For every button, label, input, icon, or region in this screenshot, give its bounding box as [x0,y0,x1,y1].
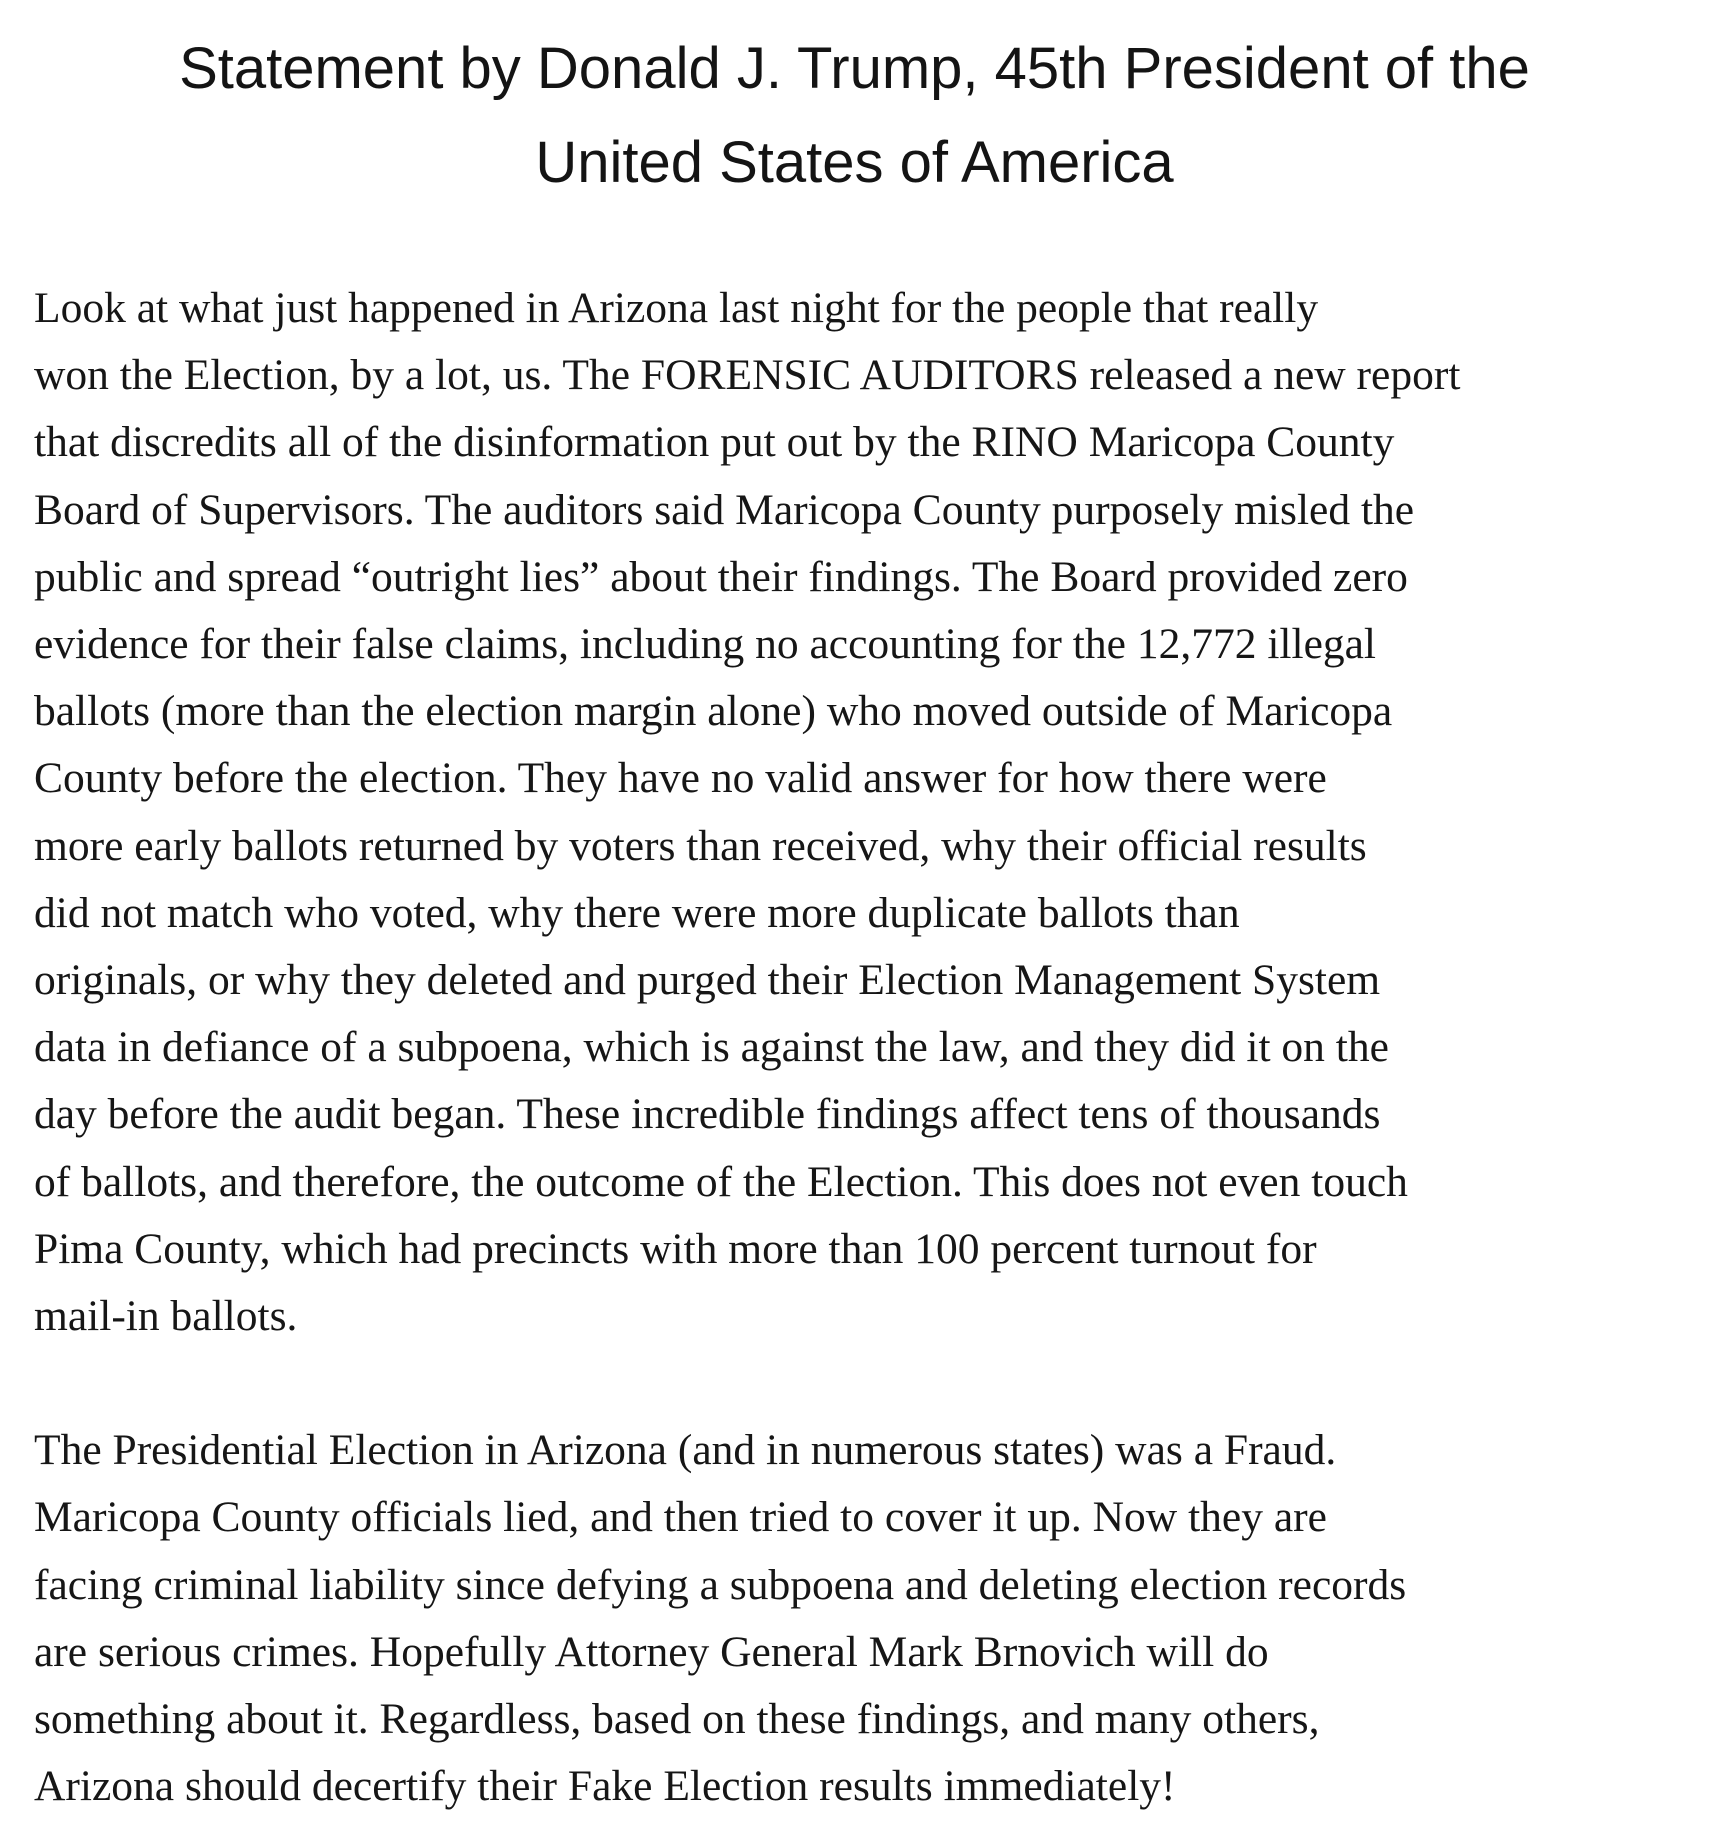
statement-body [34,275,1684,1820]
paragraph-1: Look at what just happened in Arizona last night for the people that really won the Election, by a lot, us. The FORENSIC AUDITORS released a new report that discredits all of the disinformation put out by the RINO Maricopa County Board of Supervisors. The auditors said Maricopa County purposely misled the public and spread “outright lies” about their findings. The Board provided zero evidence for their false claims, including no accounting for the 12,772 illegal ballots (more than the election margin alone) who moved outside of Maricopa County before the election. They have no valid answer for how there were more early ballots returned by voters than received, why their official results did not match who voted, why there were more duplicate ballots than originals, or why they deleted and purged their Election Management System data in defiance of a subpoena, which is against the law, and they did it on the day before the audit began. These incredible findings affect tens of thousands of ballots, and therefore, the outcome of the Election. This does not even touch Pima County, which had precincts with more than 100 percent turnout for mail-in ballots. [34,284,1461,1341]
paragraph-2: The Presidential Election in Arizona (and in numerous states) was a Fraud. Maricopa County officials lied, and then tried to cover it up. Now they are facing criminal liability since defying a subpoena and deleting election records are serious crimes. Hopefully Attorney General Mark Brnovich will do something about it. Regardless, based on these findings, and many others, Arizona should decertify their Fake Election results immediately! [34,1426,1407,1811]
statement-title: Statement by Donald J. Trump, 45th President of the United States of America [179,36,1530,195]
